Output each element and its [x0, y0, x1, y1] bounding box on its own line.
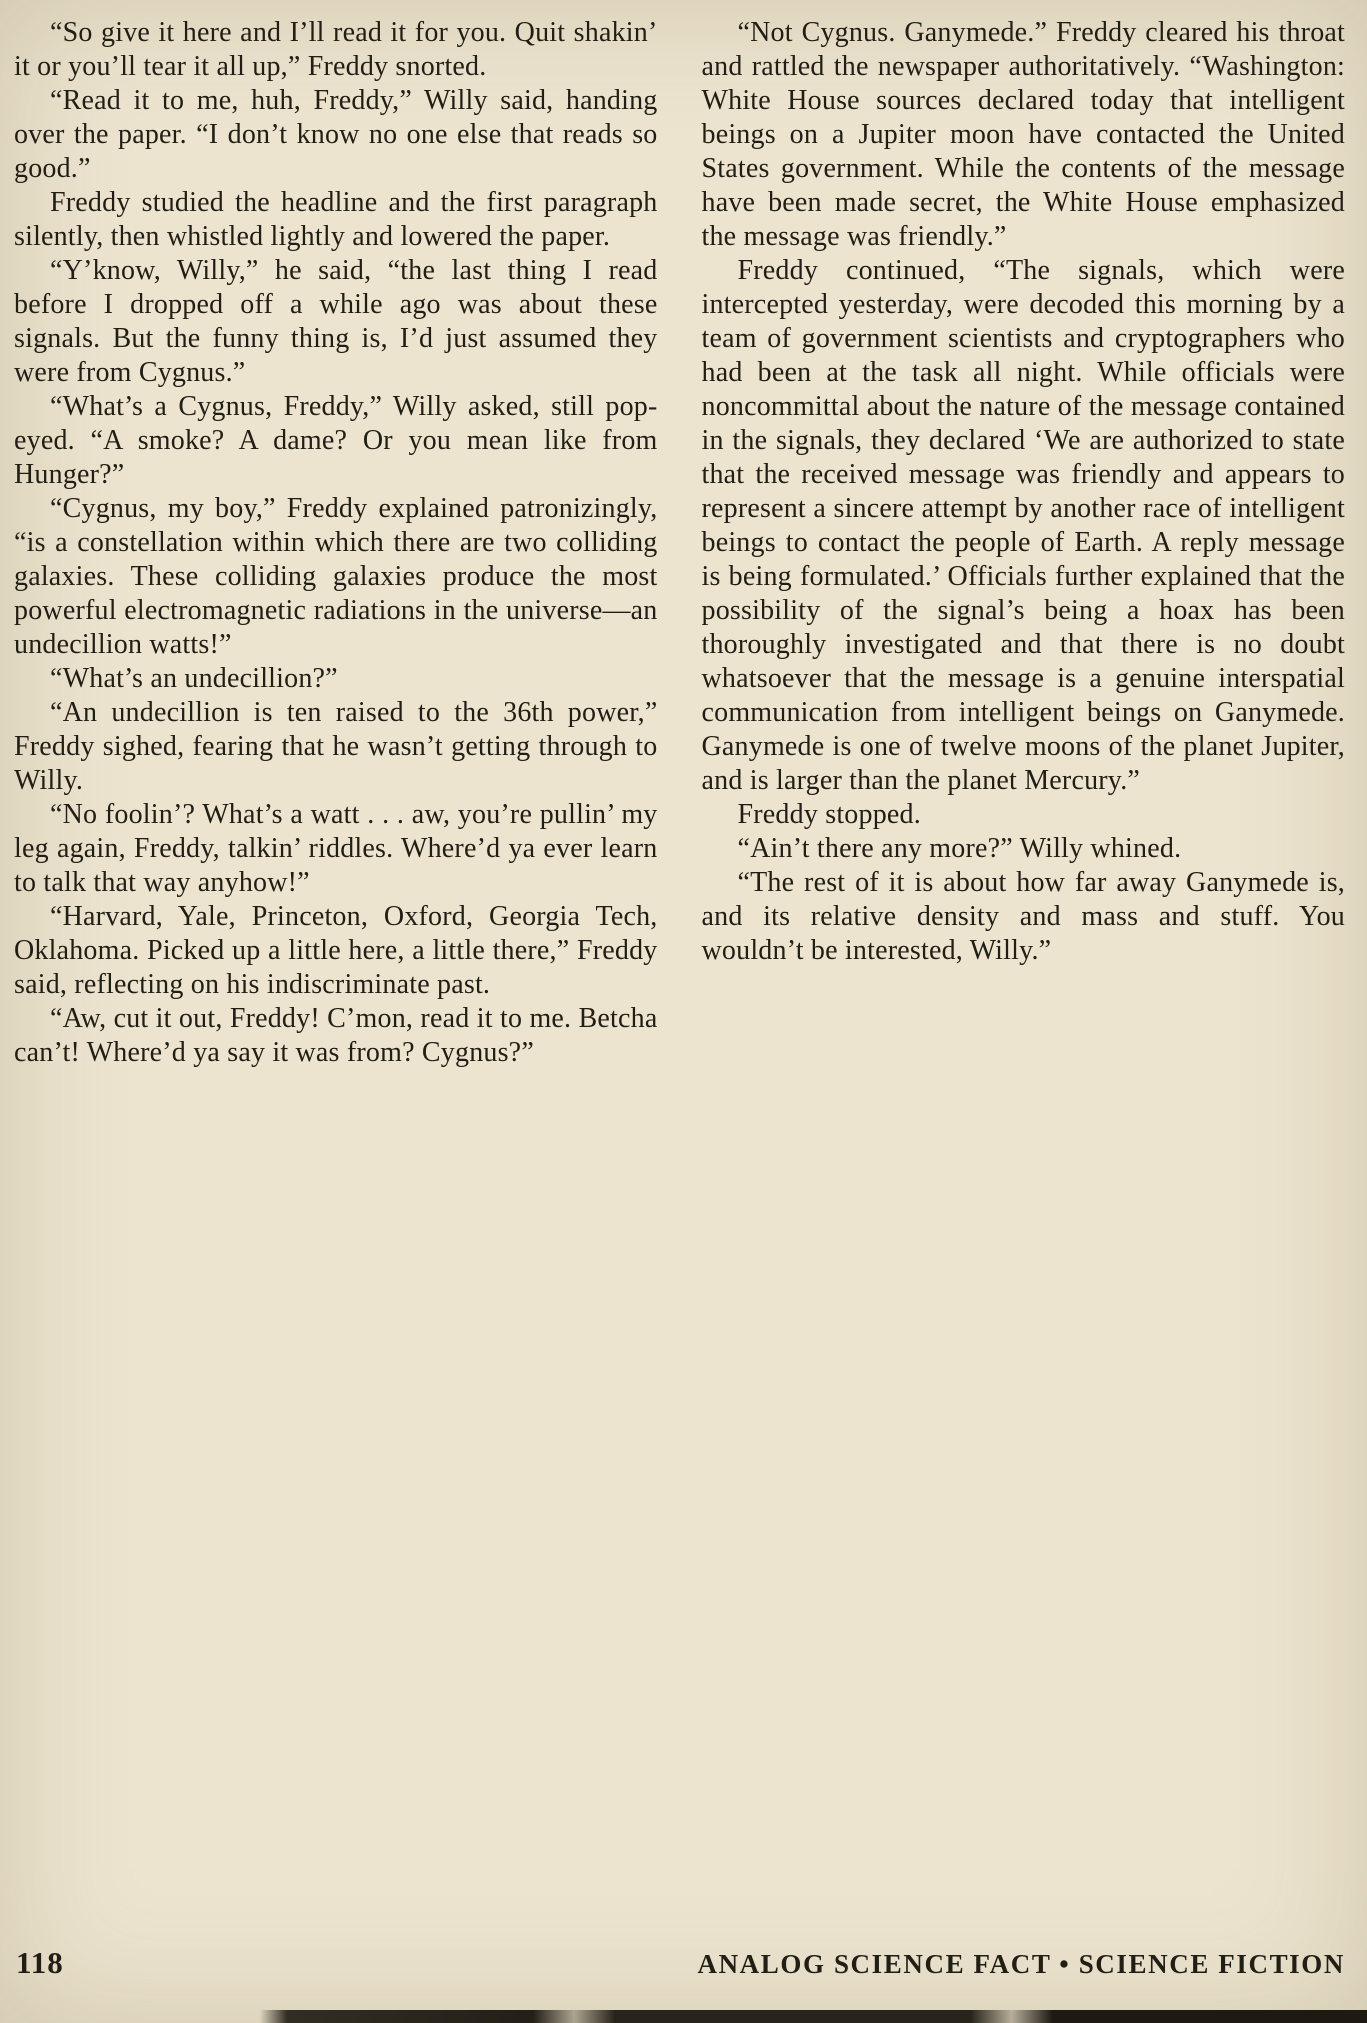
page-footer [16, 1945, 1345, 1981]
paragraph: “No foolin’? What’s a watt . . . aw, you’re pullin’ my leg again, Freddy, talkin’ riddles. Where’d ya ever learn to talk that way anyhow!” [14, 799, 658, 898]
paragraph: Freddy studied the headline and the first paragraph silently, then whistled lightly and lowered the paper. [14, 187, 658, 252]
paragraph: Freddy stopped. [737, 799, 921, 830]
paragraph: Freddy continued, “The signals, which were intercepted yesterday, were decoded this morning by a team of government scientists and cryptographers who had been at the task all night. While officials were noncommittal about the nature of the message contained in the signals, they declared ‘We are authorized to state that the received message was friendly and appears to represent a sincere attempt by another race of intelligent beings to contact the people of Earth. A reply message is being formulated.’ Officials further explained that the possibility of the signal’s being a hoax has been thoroughly investigated and that there is no doubt whatsoever that the message is a genuine interspatial communication from intelligent beings on Ganymede. Ganymede is one of twelve moons of the planet Jupiter, and is larger than the planet Mercury.” [701, 255, 1345, 796]
text-columns [14, 16, 1345, 1070]
paragraph: “Not Cygnus. Ganymede.” Freddy cleared his throat and rattled the newspaper authoritatively. “Washington: White House sources declared today that intelligent beings on a Jupiter moon have contacted the United States government. While the contents of the message have been made secret, the White House emphasized the message was friendly.” [701, 17, 1345, 252]
paragraph: “Ain’t there any more?” Willy whined. [737, 833, 1182, 864]
paragraph: “Y’know, Willy,” he said, “the last thing I read before I dropped off a while ago was about these signals. But the funny thing is, I’d just assumed they were from Cygnus.” [14, 255, 658, 388]
paragraph: “Cygnus, my boy,” Freddy explained patronizingly, “is a constellation within which there are two colliding galaxies. These colliding galaxies produce the most powerful electromagnetic radiations in the universe—an undecillion watts!” [14, 493, 658, 660]
paragraph: “What’s a Cygnus, Freddy,” Willy asked, still pop-eyed. “A smoke? A dame? Or you mean like from Hunger?” [14, 391, 658, 490]
scan-edge-artifact [0, 2010, 1367, 2023]
right-column [702, 16, 1346, 1070]
page-number: 118 [16, 1945, 64, 1980]
paragraph: “What’s an undecillion?” [50, 663, 338, 694]
publication-title: ANALOG SCIENCE FACT • SCIENCE FICTION [697, 1949, 1345, 1979]
left-column [14, 16, 658, 1070]
paragraph: “The rest of it is about how far away Ganymede is, and its relative density and mass and stuff. You wouldn’t be interested, Willy.” [701, 867, 1345, 966]
paragraph: “Aw, cut it out, Freddy! C’mon, read it to me. Betcha can’t! Where’d ya say it was from? Cygnus?” [14, 1003, 658, 1068]
paragraph: “An undecillion is ten raised to the 36th power,” Freddy sighed, fearing that he wasn’t getting through to Willy. [14, 697, 658, 796]
paragraph: “Read it to me, huh, Freddy,” Willy said, handing over the paper. “I don’t know no one else that reads so good.” [14, 85, 658, 184]
paragraph: “So give it here and I’ll read it for you. Quit shakin’ it or you’ll tear it all up,” Freddy snorted. [14, 17, 658, 82]
paragraph: “Harvard, Yale, Princeton, Oxford, Georgia Tech, Oklahoma. Picked up a little here, a little there,” Freddy said, reflecting on his indiscriminate past. [14, 901, 658, 1000]
